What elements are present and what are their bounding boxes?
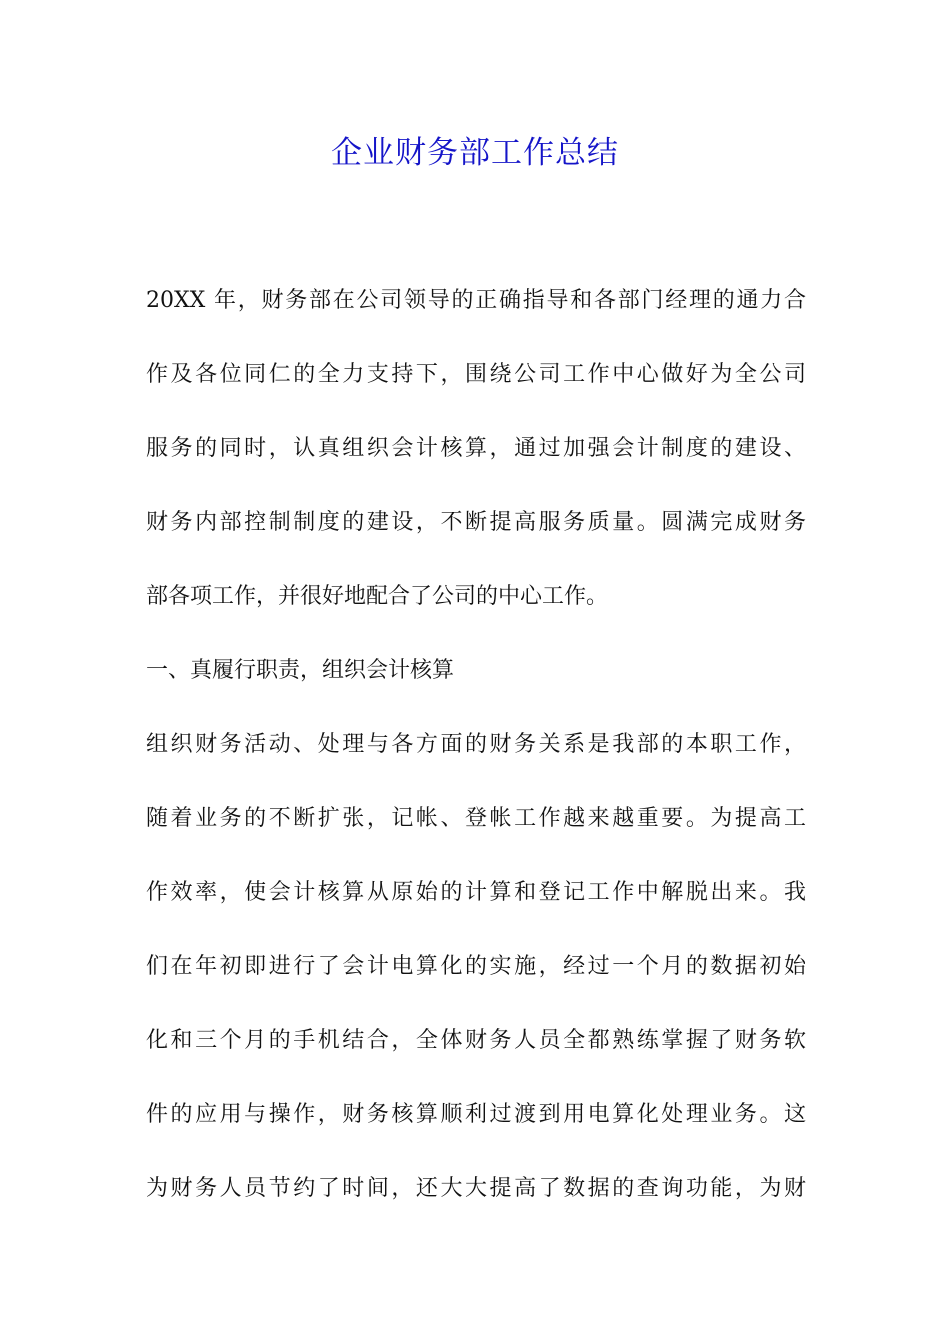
document-body xyxy=(146,264,806,1226)
paragraph-2-line-3: 作效率，使会计核算从原始的计算和登记工作中解脱出来。我 xyxy=(146,880,806,905)
paragraph-2-line-7: 为财务人员节约了时间，还大大提高了数据的查询功能，为财 xyxy=(146,1176,806,1201)
paragraph-1-line-1: 20XX 年，财务部在公司领导的正确指导和各部门经理的通力合 xyxy=(146,288,806,313)
paragraph-2-line-1: 组织财务活动、处理与各方面的财务关系是我部的本职工作， xyxy=(146,732,806,757)
paragraph-2-line-5: 化和三个月的手机结合，全体财务人员全都熟练掌握了财务软 xyxy=(146,1028,806,1053)
paragraph-1-line-4: 财务内部控制制度的建设，不断提高服务质量。圆满完成财务 xyxy=(146,510,806,535)
paragraph-1-line-5: 部各项工作，并很好地配合了公司的中心工作。 xyxy=(146,584,609,609)
paragraph-1-line-3: 服务的同时，认真组织会计核算，通过加强会计制度的建设、 xyxy=(146,436,806,461)
document-title: 企业财务部工作总结 xyxy=(331,135,619,171)
paragraph-1-line-2: 作及各位同仁的全力支持下，围绕公司工作中心做好为全公司 xyxy=(146,362,806,387)
section-1-heading: 一、真履行职责，组织会计核算 xyxy=(146,658,455,683)
paragraph-2-line-6: 件的应用与操作，财务核算顺利过渡到用电算化处理业务。这 xyxy=(146,1102,806,1127)
paragraph-2-line-2: 随着业务的不断扩张，记帐、登帐工作越来越重要。为提高工 xyxy=(146,806,806,831)
paragraph-2-line-4: 们在年初即进行了会计电算化的实施，经过一个月的数据初始 xyxy=(146,954,806,979)
